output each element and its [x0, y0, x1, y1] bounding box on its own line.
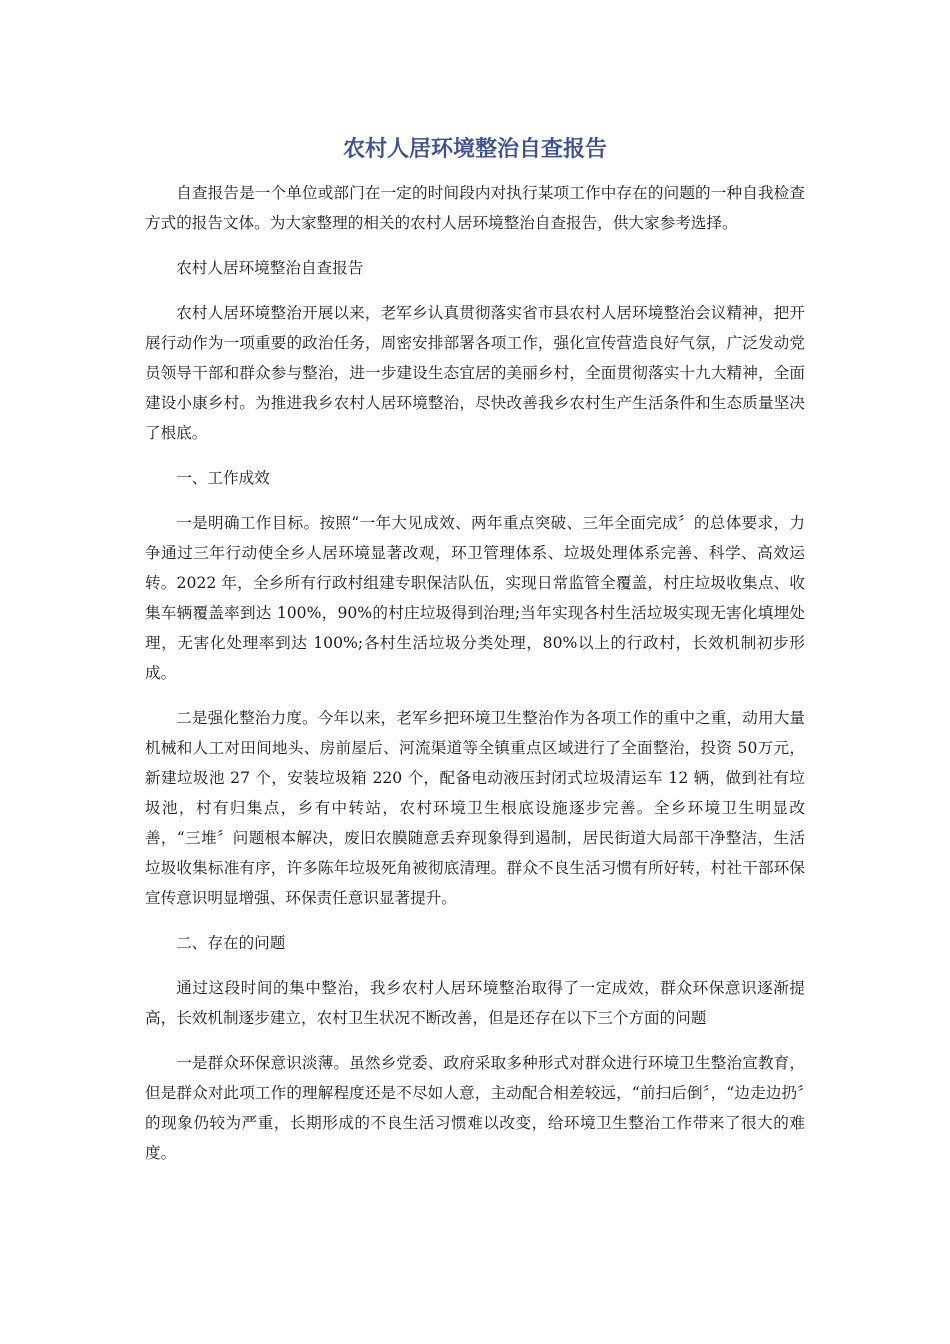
paragraph-problems-intro: 通过这段时间的集中整治，我乡农村人居环境整治取得了一定成效，群众环保意识逐渐提高，长效机制逐步建立，农村卫生状况不断改善，但是还存在以下三个方面的问题 [145, 979, 805, 1027]
document-title: 农村人居环境整治自查报告 [342, 137, 607, 162]
document-page [145, 130, 805, 1183]
paragraph-intro: 自查报告是一个单位或部门在一定的时间段内对执行某项工作中存在的问题的一种自我检查方式的报告文体。为大家整理的相关的农村人居环境整治自查报告，供大家参考选择。 [145, 184, 805, 232]
paragraph-subtitle: 农村人居环境整治自查报告 [176, 259, 364, 277]
paragraph-efforts: 二是强化整治力度。今年以来，老军乡把环境卫生整治作为各项工作的重中之重，动用大量机械和人工对田间地头、房前屋后、河流渠道等全镇重点区域进行了全面整治，投资 50万元，新建垃圾池 27 个，安装垃圾箱 220 个，配备电动液压封闭式垃圾清运车 12 辆，做到社有垃圾池，村有归集点，乡有中转站，农村环境卫生根底设施逐步完善。全乡环境卫生明显改善，“三堆〞问题根本解决，废旧农膜随意丢弃现象得到遏制，居民街道大局部干净整洁，生活垃圾收集标准有序，许多陈年垃圾死角被彻底清理。群众不良生活习惯有所好转，村社干部环保宣传意识明显增强、环保责任意识显著提升。 [145, 709, 805, 907]
paragraph-overview: 农村人居环境整治开展以来，老军乡认真贯彻落实省市县农村人居环境整治会议精神，把开展行动作为一项重要的政治任务，周密安排部署各项工作，强化宣传营造良好气氛，广泛发动党员领导干部和群众参与整治，进一步建设生态宜居的美丽乡村，全面贯彻落实十九大精神，全面建设小康乡村。为推进我乡农村人居环境整治，尽快改善我乡农村生产生活条件和生态质量坚决了根底。 [145, 304, 805, 442]
section-heading-achievements: 一、工作成效 [176, 469, 270, 487]
paragraph-awareness: 一是群众环保意识淡薄。虽然乡党委、政府采取多种形式对群众进行环境卫生整治宣教育，但是群众对此项工作的理解程度还是不尽如人意，主动配合相差较远，“前扫后倒〞，“边走边扔〞的现象仍较为严重，长期形成的不良生活习惯难以改变，给环境卫生整治工作带来了很大的难度。 [145, 1054, 805, 1162]
section-heading-problems: 二、存在的问题 [176, 934, 286, 952]
paragraph-goals: 一是明确工作目标。按照“一年大见成效、两年重点突破、三年全面完成〞的总体要求，力争通过三年行动使全乡人居环境显著改观，环卫管理体系、垃圾处理体系完善、科学、高效运转。2022 年，全乡所有行政村组建专职保洁队伍，实现日常监管全覆盖，村庄垃圾收集点、收集车辆覆盖率到达 100%，90%的村庄垃圾得到治理;当年实现各村生活垃圾实现无害化填埋处理，无害化处理率到达 100%;各村生活垃圾分类处理，80%以上的行政村，长效机制初步形成。 [145, 514, 805, 682]
